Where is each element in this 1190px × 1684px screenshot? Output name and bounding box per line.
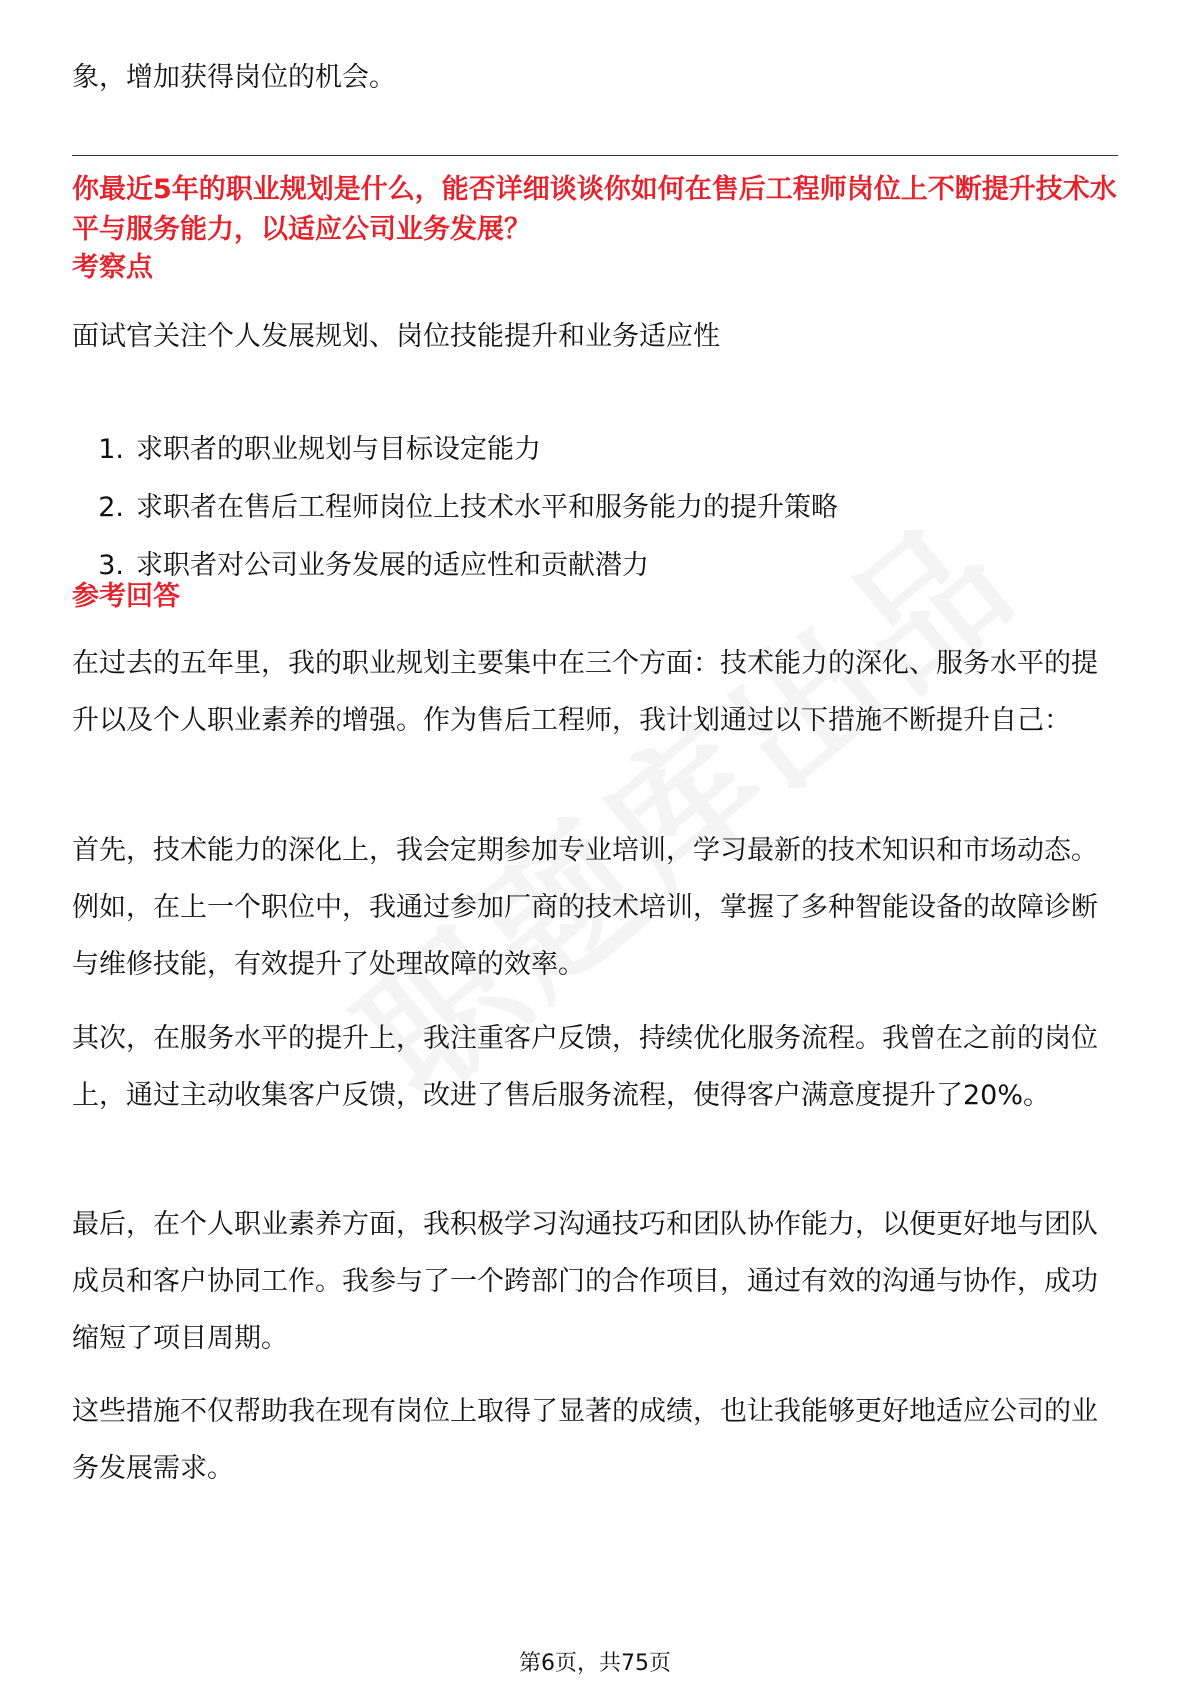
- list-item-number: 1.: [98, 434, 124, 465]
- list-item: [72, 479, 838, 537]
- continuation-text: 象，增加获得岗位的机会。: [72, 62, 396, 93]
- answer-paragraph: 在过去的五年里，我的职业规划主要集中在三个方面：技术能力的深化、服务水平的提升以及个人职业素养的增强。作为售后工程师，我计划通过以下措施不断提升自己：: [72, 648, 1098, 736]
- section-divider: [72, 155, 1118, 156]
- answer-heading: 参考回答: [72, 581, 180, 612]
- answer-paragraph: 这些措施不仅帮助我在现有岗位上取得了显著的成绩，也让我能够更好地适应公司的业务发展需求。: [72, 1396, 1098, 1484]
- list-item-text: 求职者的职业规划与目标设定能力: [136, 434, 541, 465]
- list-item: [72, 421, 838, 479]
- question-title: 你最近5年的职业规划是什么，能否详细谈谈你如何在售后工程师岗位上不断提升技术水平与服务能力，以适应公司业务发展？: [72, 174, 1117, 245]
- list-item-number: 2.: [98, 492, 124, 523]
- focus-heading: 考察点: [72, 252, 153, 283]
- focus-intro: 面试官关注个人发展规划、岗位技能提升和业务适应性: [72, 321, 720, 352]
- list-item-text: 求职者对公司业务发展的适应性和贡献潜力: [136, 550, 649, 581]
- page-footer: 第6页，共75页: [519, 1651, 671, 1676]
- answer-paragraph: 首先，技术能力的深化上，我会定期参加专业培训，学习最新的技术知识和市场动态。例如，在上一个职位中，我通过参加厂商的技术培训，掌握了多种智能设备的故障诊断与维修技能，有效提升了处理故障的效率。: [72, 835, 1098, 980]
- answer-paragraph: 最后，在个人职业素养方面，我积极学习沟通技巧和团队协作能力，以便更好地与团队成员和客户协同工作。我参与了一个跨部门的合作项目，通过有效的沟通与协作，成功缩短了项目周期。: [72, 1209, 1098, 1354]
- list-item-text: 求职者在售后工程师岗位上技术水平和服务能力的提升策略: [136, 492, 838, 523]
- focus-list: [72, 421, 838, 595]
- list-item-number: 3.: [98, 550, 124, 581]
- list-item: [72, 537, 838, 595]
- answer-paragraph: 其次，在服务水平的提升上，我注重客户反馈，持续优化服务流程。我曾在之前的岗位上，通过主动收集客户反馈，改进了售后服务流程，使得客户满意度提升了20%。: [72, 1023, 1098, 1111]
